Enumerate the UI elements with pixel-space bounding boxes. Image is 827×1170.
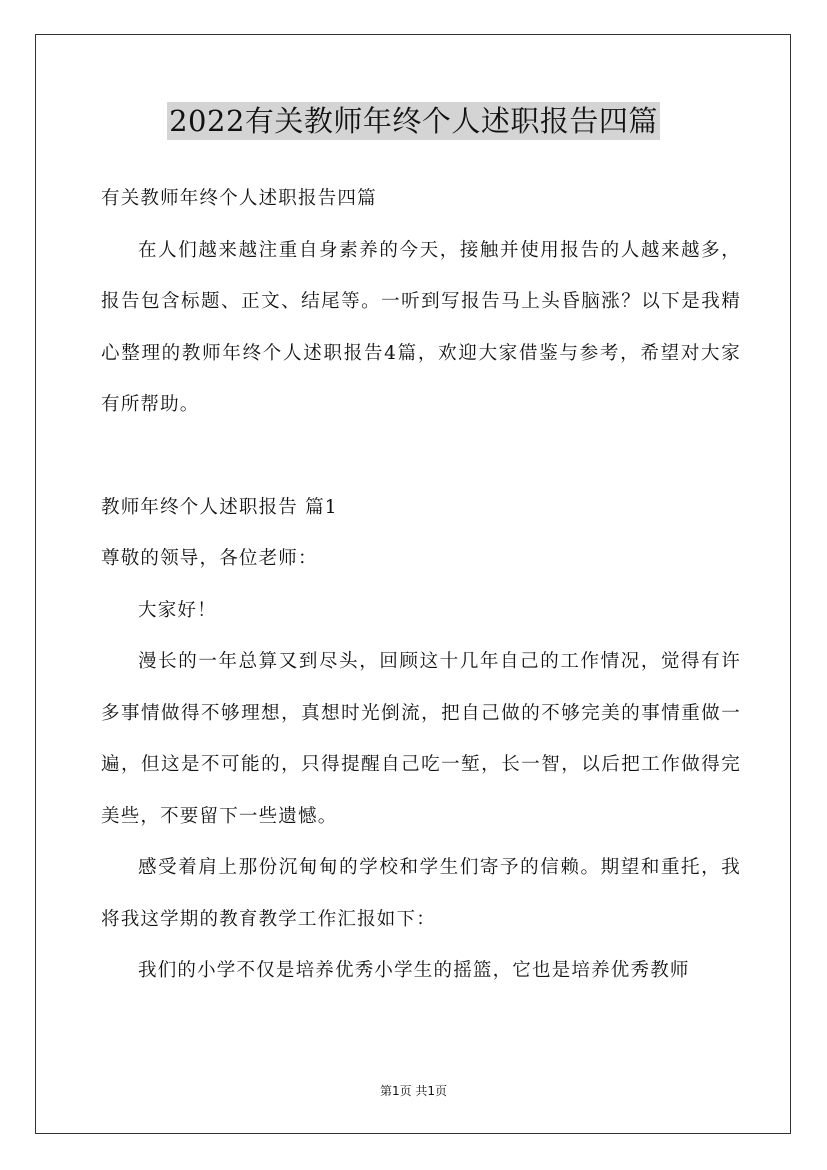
- document-title: 2022有关教师年终个人述职报告四篇: [169, 104, 658, 138]
- intro-paragraph: 在人们越来越注重自身素养的今天，接触并使用报告的人越来越多，报告包含标题、正文、结尾等。一听到写报告马上头昏脑涨？以下是我精心整理的教师年终个人述职报告4篇，欢迎大家借鉴与参考，希望对大家有所帮助。: [101, 239, 741, 415]
- body-paragraph-1: 漫长的一年总算又到尽头，回顾这十几年自己的工作情况，觉得有许多事情做得不够理想，真想时光倒流，把自己做的不够完美的事情重做一遍，但这是不可能的，只得提醒自己吃一堑，长一智，以后把工作做得完美些，不要留下一些遗憾。: [101, 651, 741, 827]
- document-body: [101, 173, 741, 997]
- section-heading: 教师年终个人述职报告 篇1: [101, 496, 338, 518]
- salutation: 尊敬的领导，各位老师：: [101, 548, 318, 569]
- greeting: 大家好！: [138, 599, 217, 621]
- title-container: [0, 102, 827, 140]
- page-footer: 第1页 共1页: [379, 1084, 448, 1098]
- subtitle-line: 有关教师年终个人述职报告四篇: [101, 188, 377, 209]
- body-paragraph-3: 我们的小学不仅是培养优秀小学生的摇篮，它也是培养优秀教师: [138, 960, 690, 981]
- blank-line: [101, 431, 741, 482]
- body-paragraph-2: 感受着肩上那份沉甸甸的学校和学生们寄予的信赖。期望和重托，我将我这学期的教育教学工作汇报如下：: [101, 857, 741, 930]
